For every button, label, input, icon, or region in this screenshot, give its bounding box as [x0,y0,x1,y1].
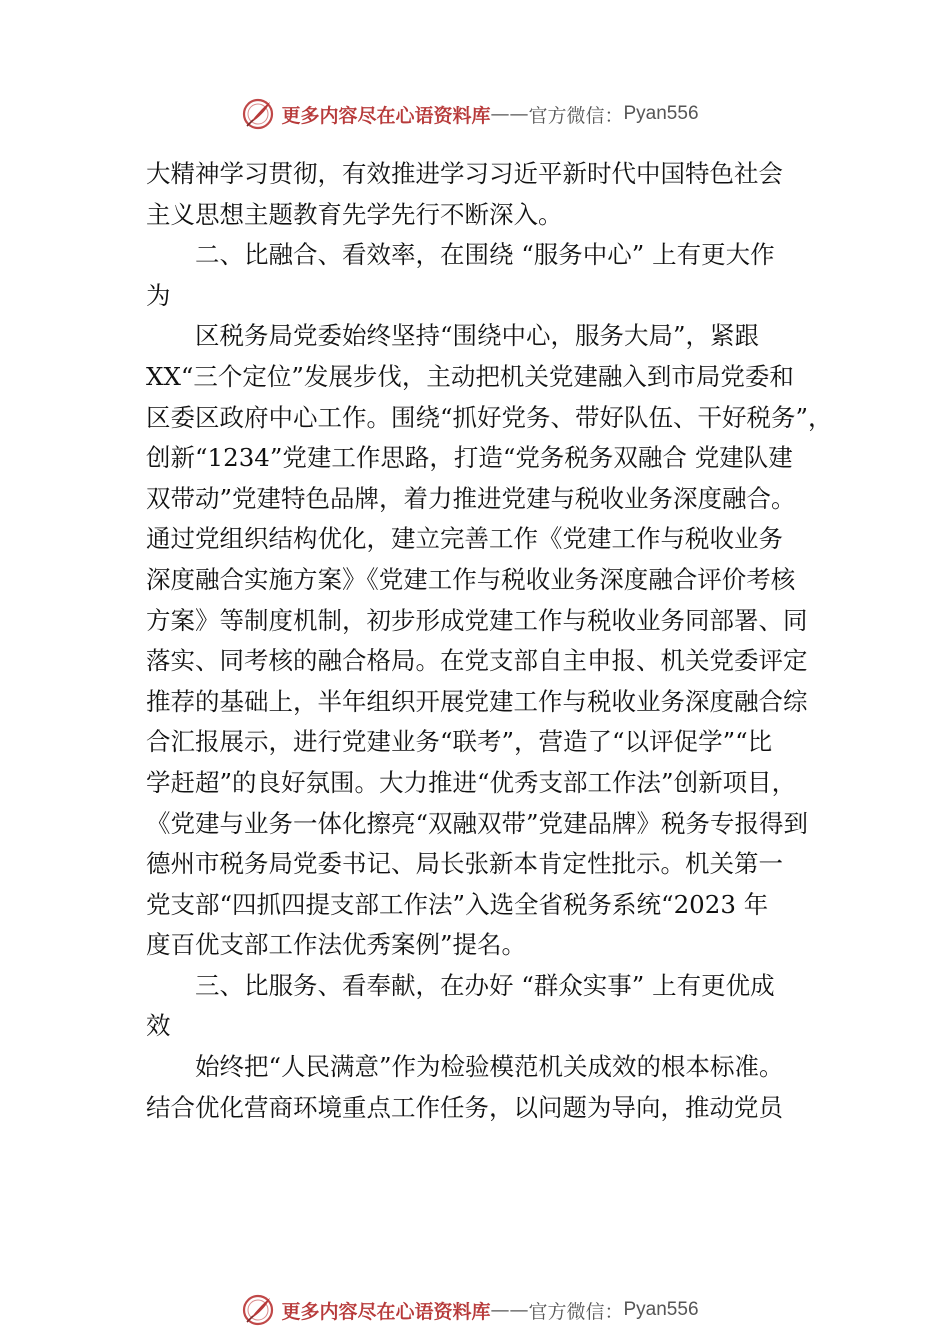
watermark-banner-bottom [0,1290,950,1330]
heading-line: 三、比服务、看奉献，在办好 “群众实事” 上有更优成 [195,970,775,1000]
quill-seal-logo-icon [241,97,275,131]
heading-line: 为 [146,280,171,310]
paragraph-intro-continued [146,154,826,235]
watermark-content [241,1293,698,1327]
document-body [146,154,833,1128]
text-line: 通过党组织结构优化，建立完善工作《党建工作与税收业务 [146,524,783,554]
text-line: 区委区政府中心工作。围绕“抓好党务、带好队伍、干好税务”， [146,402,833,432]
text-line: 主义思想主题教育先学先行不断深入。 [146,199,563,229]
text-line: 推荐的基础上，半年组织开展党建工作与税收业务深度融合综 [146,686,808,716]
watermark-site-text: 更多内容尽在心语资料库 [281,104,491,127]
watermark-separator: —— [490,103,529,125]
paragraph-section-3-body [146,1047,826,1128]
paragraph-section-2-body [146,316,833,966]
text-line: 《党建与业务一体化擦亮“双融双带”党建品牌》税务专报得到 [146,808,809,838]
watermark-wechat-id: Pyan556 [623,1299,699,1320]
text-line: 创新“1234”党建工作思路，打造“党务税务双融合 党建队建 [146,443,793,473]
text-line: 德州市税务局党委书记、局长张新本肯定性批示。机关第一 [146,849,783,879]
section-heading-2 [146,235,826,316]
text-line: 落实、同考核的融合格局。在党支部自主申报、机关党委评定 [146,646,808,676]
watermark-wechat-label: 官方微信： [528,1300,624,1323]
watermark-wechat-label: 官方微信： [528,104,624,127]
watermark-banner-top [0,94,950,134]
watermark-separator: —— [490,1299,529,1321]
text-line: 度百优支部工作法优秀案例”提名。 [146,930,527,960]
text-line: 党支部“四抓四提支部工作法”入选全省税务系统“2023 年 [146,889,769,919]
section-heading-3 [146,966,826,1047]
quill-seal-logo-icon [241,1293,275,1327]
heading-line: 二、比融合、看效率，在围绕 “服务中心” 上有更大作 [195,240,775,270]
text-line: 深度融合实施方案》《党建工作与税收业务深度融合评价考核 [146,564,796,594]
watermark-wechat-id: Pyan556 [623,103,699,124]
text-line: 结合优化营商环境重点工作任务，以问题为导向，推动党员 [146,1092,783,1122]
text-line: 方案》等制度机制，初步形成党建工作与税收业务同部署、同 [146,605,808,635]
text-line: XX“三个定位”发展步伐，主动把机关党建融入到市局党委和 [146,361,794,391]
text-line: 学赶超”的良好氛围。大力推进“优秀支部工作法”创新项目， [146,767,797,797]
heading-line: 效 [146,1011,171,1041]
watermark-content [241,97,698,131]
text-line: 大精神学习贯彻，有效推进学习习近平新时代中国特色社会 [146,159,783,188]
text-line: 双带动”党建特色品牌，着力推进党建与税收业务深度融合。 [146,483,796,513]
text-line: 合汇报展示，进行党建业务“联考”，营造了“以评促学”“比 [146,727,773,757]
text-line: 始终把“人民满意”作为检验模范机关成效的根本标准。 [195,1052,784,1082]
watermark-site-text: 更多内容尽在心语资料库 [281,1300,491,1323]
text-line: 区税务局党委始终坚持“围绕中心，服务大局”，紧跟 [195,321,760,351]
